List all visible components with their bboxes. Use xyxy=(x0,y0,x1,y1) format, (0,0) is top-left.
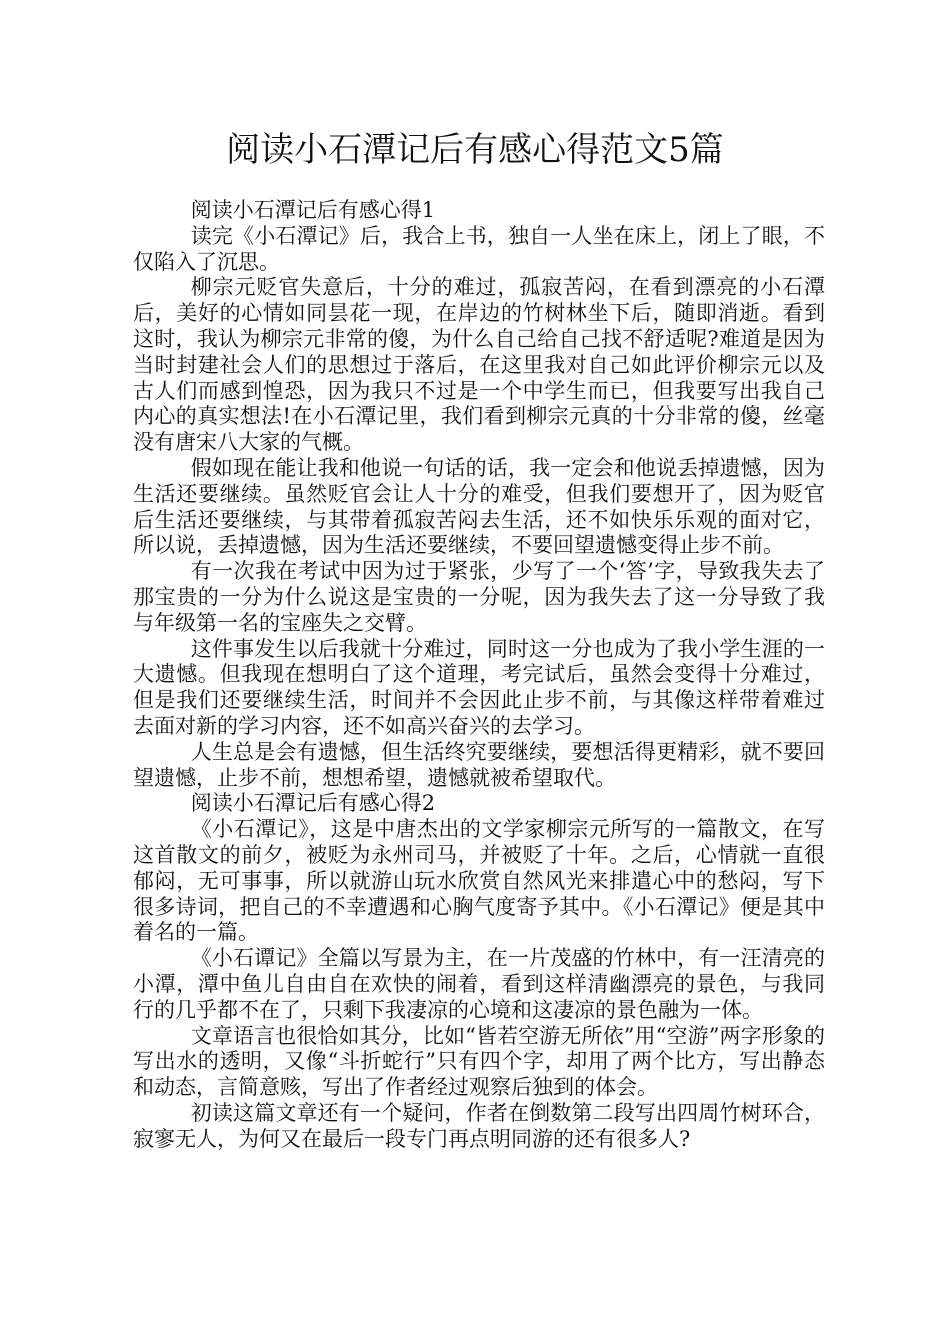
section-heading-2: 阅读小石潭记后有感心得2 xyxy=(190,791,436,816)
paragraph: 这件事发生以后我就十分难过，同时这一分也成为了我小学生涯的一大遗憾。但我现在想明白了这个道理，考完试后，虽然会变得十分难过，但是我们还要继续生活，时间并不会因此止步不前，与其像这样带着难过去面对新的学习内容，还不如高兴奋兴的去学习。 xyxy=(133,636,825,738)
paragraph: 文章语言也很恰如其分，比如“皆若空游无所依”用“空游”两字形象的写出水的透明，又像“斗折蛇行”只有四个字，却用了两个比方，写出静态和动态，言简意赅，写出了作者经过观察后独到的体会。 xyxy=(133,1023,825,1100)
paragraph: 读完《小石潭记》后，我合上书，独自一人坐在床上，闭上了眼，不仅陷入了沉思。 xyxy=(133,223,825,274)
paragraph: 假如现在能让我和他说一句话的话，我一定会和他说丢掉遗憾，因为生活还要继续。虽然贬官会让人十分的难受，但我们要想开了，因为贬官后生活还要继续，与其带着孤寂苦闷去生活，还不如快乐乐观的面对它，所以说，丢掉遗憾，因为生活还要继续，不要回望遗憾变得止步不前。 xyxy=(133,455,825,558)
paragraph: 《小石潭记》，这是中唐杰出的文学家柳宗元所写的一篇散文，在写这首散文的前夕，被贬为永州司马，并被贬了十年。之后，心情就一直很郁闷，无可事事，所以就游山玩水欣赏自然风光来排遣心中的愁闷，写下很多诗词，把自己的不幸遭遇和心胸气度寄予其中。《小石潭记》便是其中着名的一篇。 xyxy=(133,817,825,945)
paragraph: 《小石谭记》全篇以写景为主，在一片茂盛的竹林中，有一汪清亮的小潭，潭中鱼儿自由自在欢快的闹着，看到这样清幽漂亮的景色，与我同行的几乎都不在了，只剩下我凄凉的心境和这凄凉的景色融为一体。 xyxy=(133,946,825,1022)
document-body xyxy=(133,198,825,1152)
section-heading-1: 阅读小石潭记后有感心得1 xyxy=(190,198,436,222)
paragraph: 初读这篇文章还有一个疑问，作者在倒数第二段写出四周竹树环合，寂寥无人，为何又在最后一段专门再点明同游的还有很多人? xyxy=(133,1100,825,1151)
paragraph: 柳宗元贬官失意后，十分的难过，孤寂苦闷，在看到漂亮的小石潭后，美好的心情如同昙花一现，在岸边的竹树林坐下后，随即消逝。看到这时，我认为柳宗元非常的傻，为什么自己给自己找不舒适呢?难道是因为当时封建社会人们的思想过于落后，在这里我对自己如此评价柳宗元以及古人们而感到惶恐，因为我只不过是一个中学生而已，但我要写出我自己内心的真实想法!在小石潭记里，我们看到柳宗元真的十分非常的傻，丝毫没有唐宋八大家的气概。 xyxy=(133,275,825,455)
paragraph: 人生总是会有遗憾，但生活终究要继续，要想活得更精彩，就不要回望遗憾，止步不前，想想希望，遗憾就被希望取代。 xyxy=(133,739,825,790)
paragraph: 有一次我在考试中因为过于紧张，少写了一个‘答’字，导致我失去了那宝贵的一分为什么说这是宝贵的一分呢，因为我失去了这一分导致了我与年级第一名的宝座失之交臂。 xyxy=(133,559,825,635)
document-title: 阅读小石潭记后有感心得范文5篇 xyxy=(226,130,724,170)
